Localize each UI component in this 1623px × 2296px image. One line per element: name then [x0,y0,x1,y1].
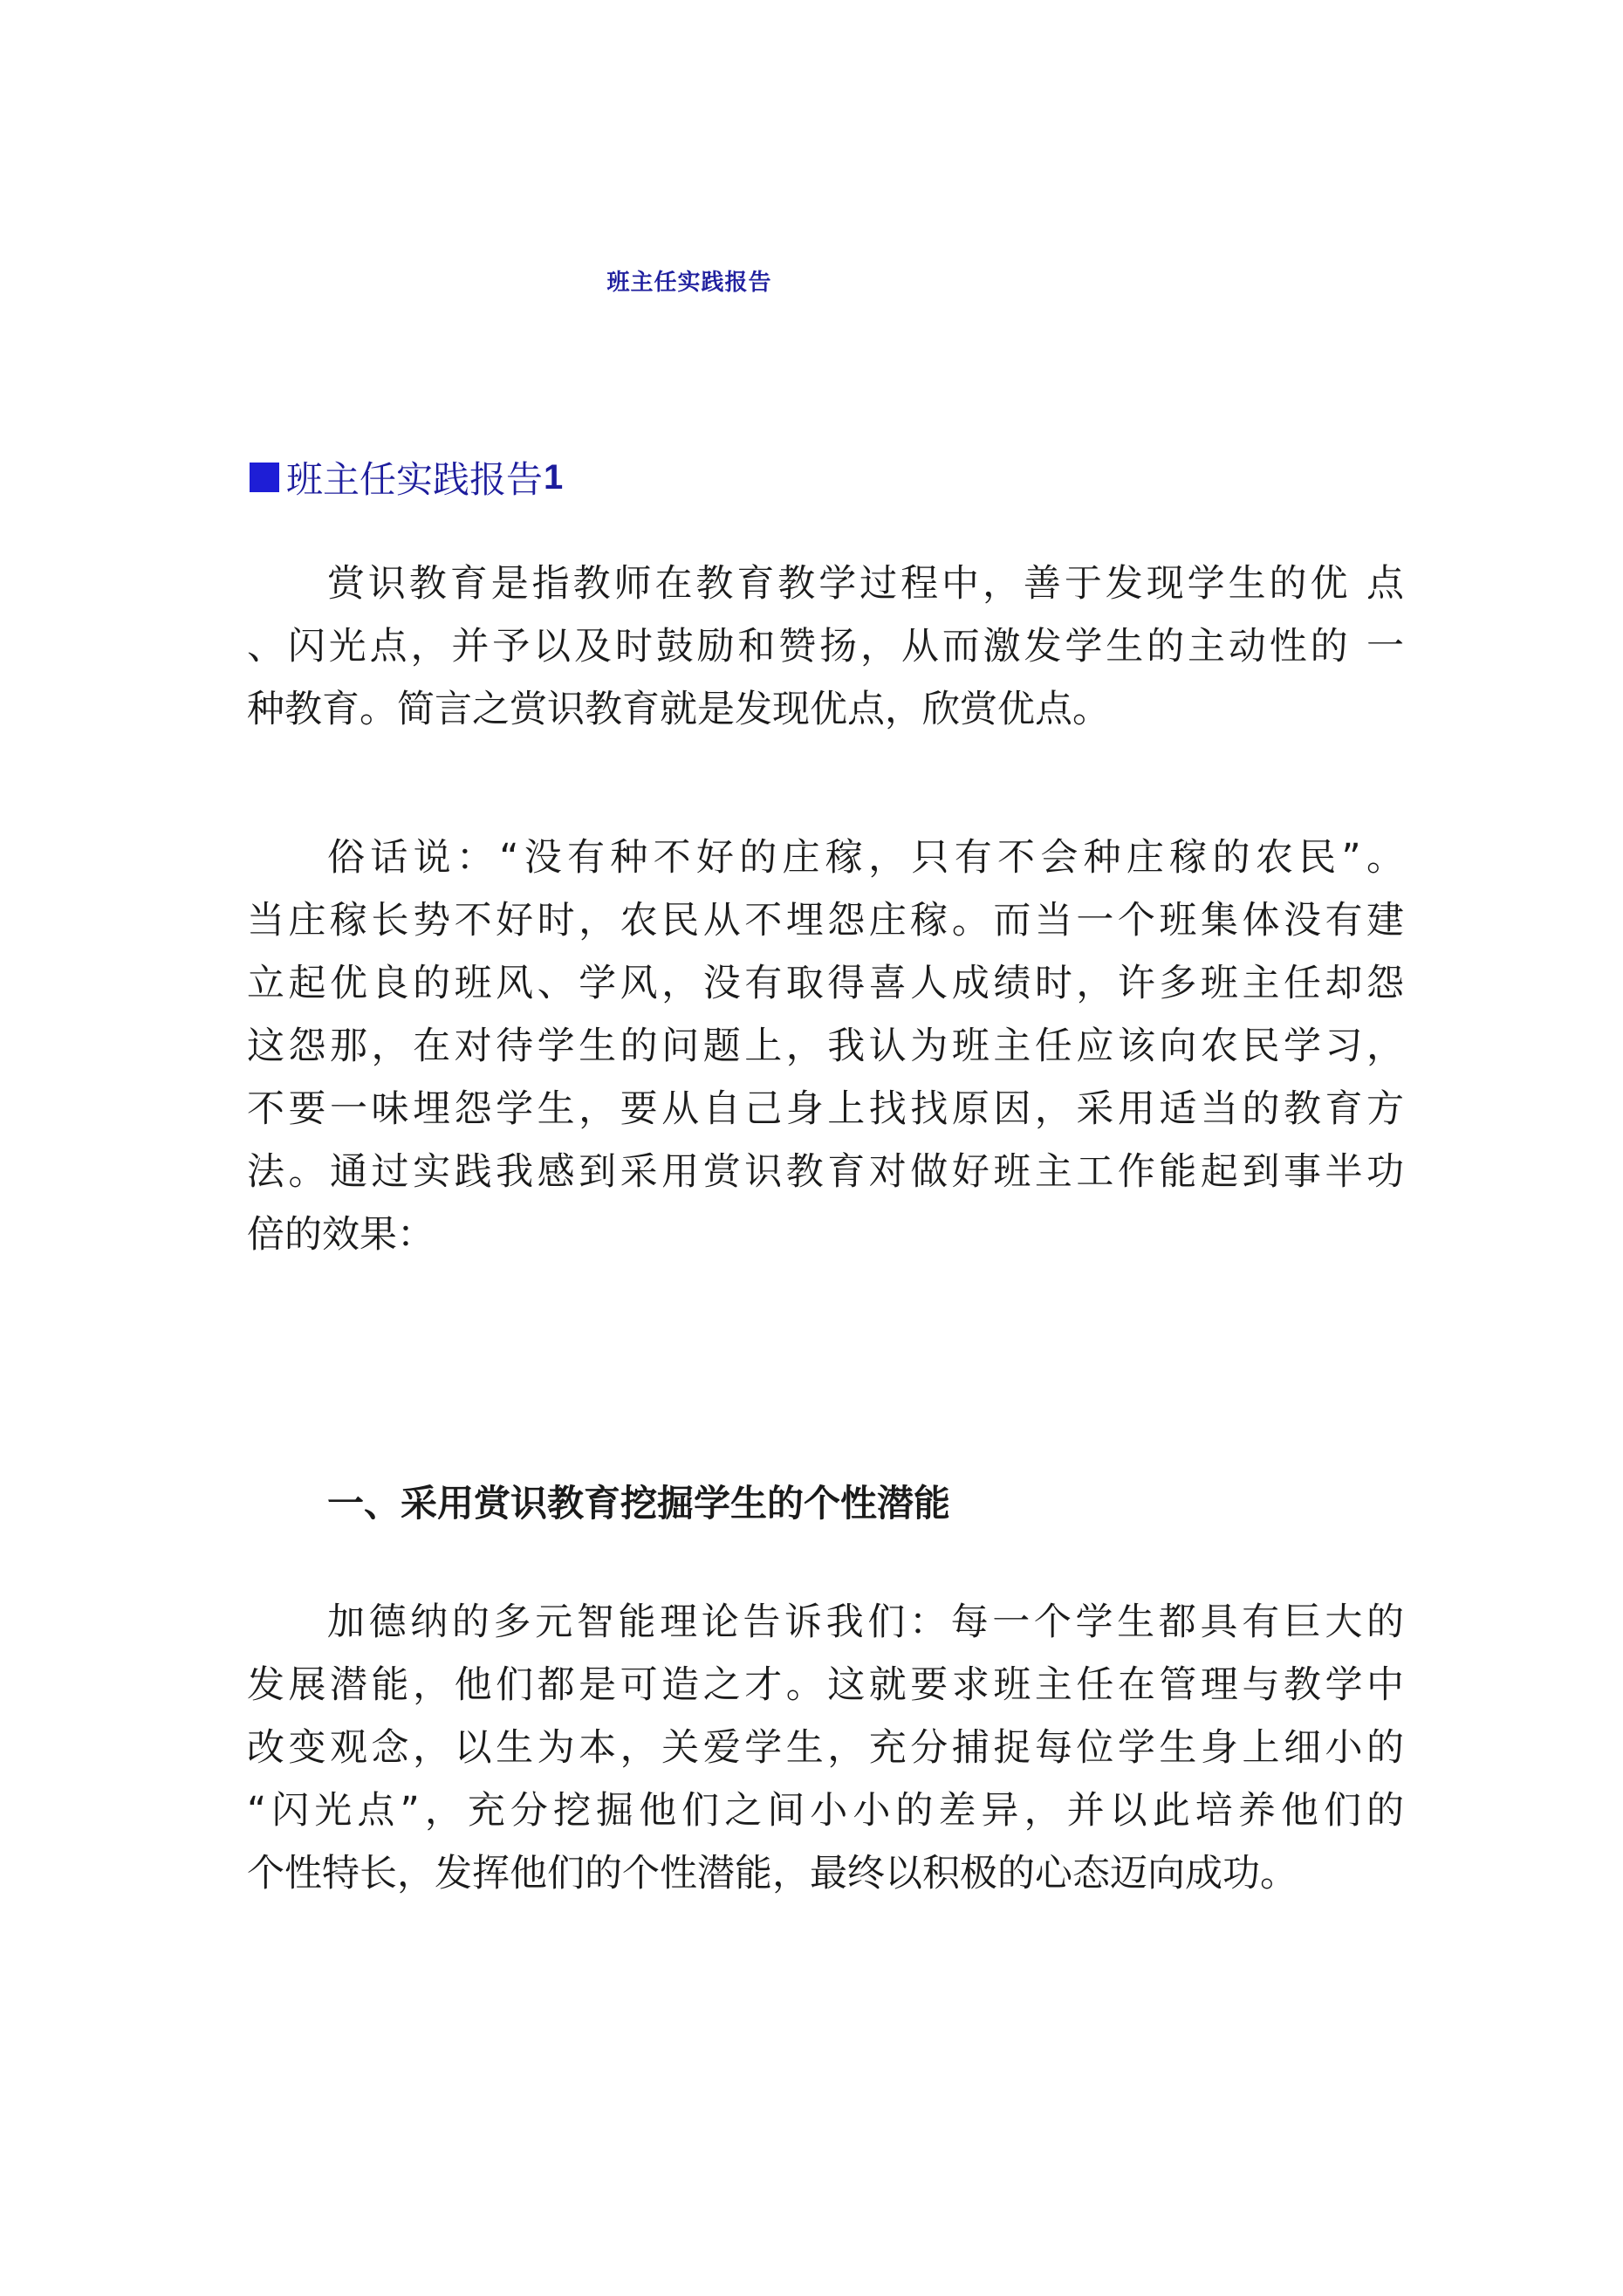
paragraph-line: 、闪光点，并予以及时鼓励和赞扬，从而激发学生的主动性的 一 [247,625,1404,668]
paragraph-line: 个性特长，发挥他们的个性潜能，最终以积极的心态迈向成功。 [247,1852,1298,1895]
paragraph-line: 加德纳的多元智能理论告诉我们：每一个学生都具有巨大的 [327,1600,1404,1644]
paragraph-2 [247,826,1404,1266]
paragraph-line: 种教育。简言之赏识教育就是发现优点，欣赏优点。 [247,688,1110,731]
paragraph-1 [247,552,1404,741]
paragraph-line: 立起优良的班风、学风，没有取得喜人成绩时，许多班主任却怨 [247,962,1404,1005]
square-bullet-icon [250,463,279,492]
paragraph-line: 改变观念，以生为本，关爱学生，充分捕捉每位学生身上细小的 [247,1726,1404,1770]
section-heading-number: 1 [544,457,564,497]
paragraph-line: 发展潜能，他们都是可造之才。这就要求班主任在管理与教学中 [247,1663,1404,1707]
paragraph-line: 赏识教育是指教师在教育教学过程中，善于发现学生的优 点 [327,562,1404,606]
paragraph-line: 法。通过实践我感到采用赏识教育对做好班主工作能起到事半功 [247,1150,1404,1194]
section-heading-text: 班主任实践报告 [286,458,544,501]
paragraph-3 [247,1591,1404,1905]
paragraph-line: 不要一味埋怨学生，要从自己身上找找原因，采用适当的教育方 [247,1087,1404,1131]
paragraph-line: 这怨那，在对待学生的问题上，我认为班主任应该向农民学习， [247,1025,1404,1068]
subheading-1: 一、采用赏识教育挖掘学生的个性潜能 [327,1482,951,1525]
paragraph-line: “闪光点”，充分挖掘他们之间小小的差异，并以此培养他们的 [247,1789,1404,1833]
paragraph-line: 倍的效果： [247,1213,435,1257]
paragraph-line: 当庄稼长势不好时，农民从不埋怨庄稼。而当一个班集体没有建 [247,899,1404,942]
paragraph-line: 俗话说：“没有种不好的庄稼，只有不会种庄稼的农民”。 [327,836,1404,880]
section-heading [250,451,563,504]
document-title: 班主任实践报告 [606,270,772,296]
